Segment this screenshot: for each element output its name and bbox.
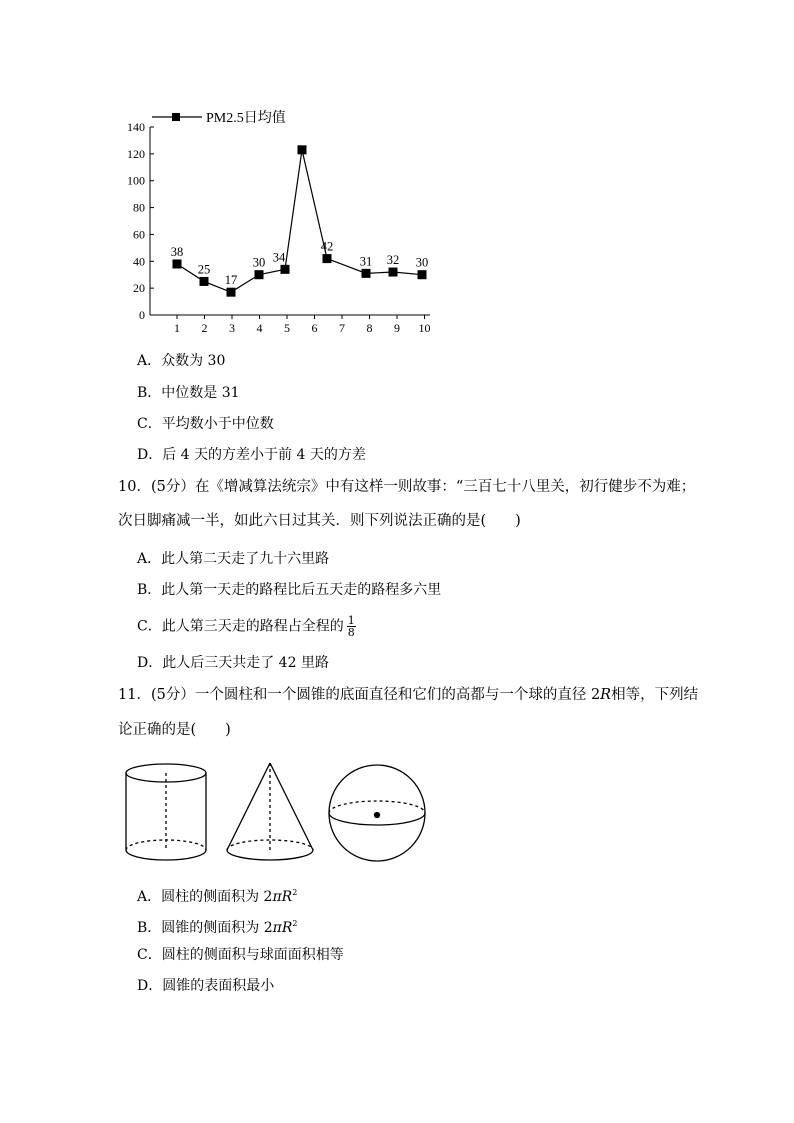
sphere-figure: [329, 765, 425, 861]
data-label: 30: [252, 255, 266, 270]
data-point: [362, 269, 371, 278]
pm25-line-chart: [110, 100, 440, 345]
cylinder-figure: [126, 764, 206, 860]
solids-figure: [115, 755, 435, 875]
data-point: [255, 270, 264, 279]
data-label: 30: [415, 255, 429, 270]
data-label: 31: [359, 254, 373, 269]
data-label: 38: [170, 244, 184, 259]
x-tick-label: 10: [418, 321, 431, 335]
fraction-one-eighth: $\frac{1}{8}$: [347, 614, 355, 639]
legend-label: PM2.5日均值: [206, 111, 286, 126]
series-line: [177, 150, 422, 292]
data-point: [298, 145, 307, 154]
q10-option-d: D．此人后三天共走了 42 里路: [137, 655, 329, 671]
q10-stem-line1: 10．(5分）在《增减算法统宗》中有这样一则故事：“三百七十八里关，初行健步不为难；: [118, 479, 696, 495]
q9-option-a: A．众数为 30: [137, 353, 226, 369]
q9-option-b: B．中位数是 31: [137, 385, 240, 401]
data-point: [389, 268, 398, 277]
q11-option-c: C．圆柱的侧面积与球面面积相等: [137, 947, 344, 963]
data-label: 25: [197, 262, 211, 277]
y-tick-label: 140: [127, 120, 145, 134]
data-label: 17: [224, 273, 238, 288]
q9-option-d: D．后 4 天的方差小于前 4 天的方差: [137, 447, 366, 463]
data-label: 32: [386, 253, 400, 268]
q11-option-b: B．圆锥的侧面积为 $2\pi R^2$: [137, 919, 298, 936]
q11-stem-line1: 11．(5分）一个圆柱和一个圆锥的底面直径和它们的高都与一个球的直径 2R相等，下列结: [118, 687, 699, 703]
data-point: [281, 265, 290, 274]
x-tick-label: 1: [174, 321, 180, 335]
x-tick-label: 7: [339, 321, 345, 335]
data-point: [323, 254, 332, 263]
chart-ticks: [127, 120, 431, 335]
q10-option-a: A．此人第二天走了九十六里路: [137, 551, 330, 567]
y-tick-label: 0: [139, 308, 145, 322]
y-tick-label: 80: [133, 200, 145, 215]
y-tick-label: 100: [127, 173, 145, 188]
chart-axes: [150, 127, 430, 315]
data-point: [227, 288, 236, 297]
x-tick-label: 5: [284, 321, 290, 335]
q10-option-b: B．此人第一天走的路程比后五天走的路程多六里: [137, 582, 442, 598]
data-point: [173, 259, 182, 268]
x-tick-label: 9: [394, 321, 400, 335]
q10-option-c: [137, 615, 356, 638]
cone-figure: [227, 763, 313, 860]
q10-option-c-text: C．此人第三天走的路程占全程的: [137, 618, 344, 635]
data-label: 42: [320, 239, 334, 254]
q10-stem-line2: 次日脚痛减一半，如此六日过其关．则下列说法正确的是( ): [118, 513, 521, 529]
y-tick-label: 20: [133, 281, 145, 296]
x-tick-label: 4: [256, 321, 263, 335]
x-tick-label: 6: [311, 321, 318, 335]
data-point: [200, 277, 209, 286]
data-label: 34: [272, 250, 286, 265]
data-point: [418, 270, 427, 279]
chart-legend: [152, 109, 286, 126]
y-tick-label: 120: [127, 146, 145, 161]
q9-option-c: C．平均数小于中位数: [137, 416, 274, 432]
y-tick-label: 40: [133, 254, 145, 269]
x-tick-label: 3: [229, 321, 235, 335]
legend-marker: [172, 113, 180, 121]
x-tick-label: 2: [201, 321, 208, 335]
x-tick-label: 8: [366, 321, 373, 335]
q11-option-d: D．圆锥的表面积最小: [137, 978, 275, 994]
y-tick-label: 60: [133, 227, 145, 242]
q11-stem-line2: 论正确的是( ): [118, 722, 231, 738]
q11-option-a: A．圆柱的侧面积为 $2\pi R^2$: [137, 888, 298, 905]
chart-series: [171, 145, 429, 296]
